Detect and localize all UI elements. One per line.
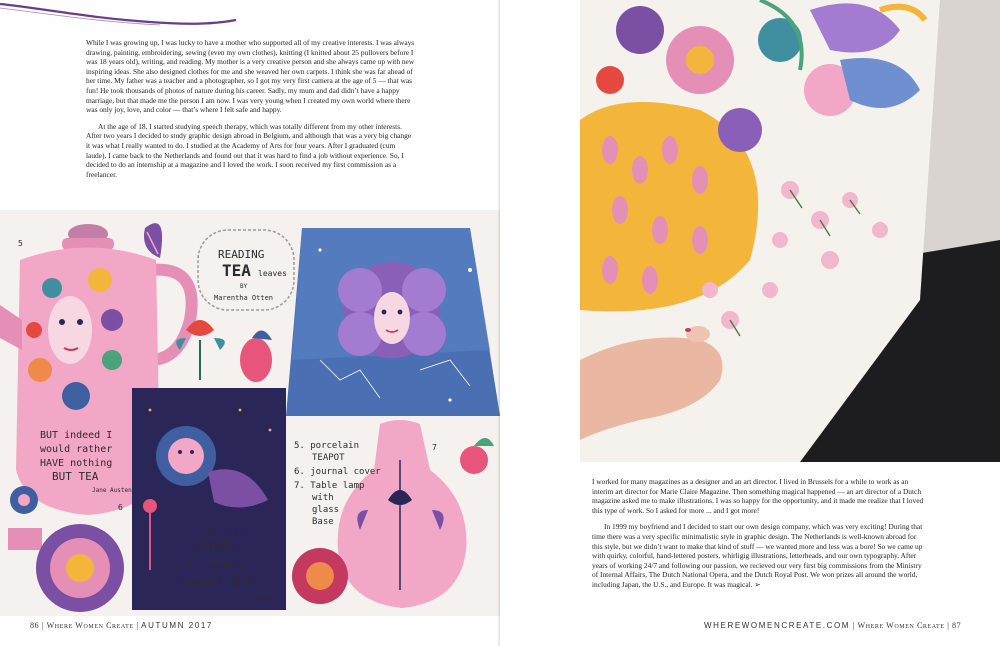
quote-author: Jane Austen <box>92 487 132 494</box>
quote-line-3: HAVE nothing <box>40 458 113 469</box>
red-flower-illustration <box>292 548 348 604</box>
list-line-4: 7. Table lamp <box>294 481 365 491</box>
list-line-6: glass <box>312 505 340 515</box>
purple-swash-decoration <box>0 0 240 40</box>
right-publication-name: Where Women Create <box>857 621 945 630</box>
right-paragraph-1: I worked for many magazines as a designer and an art director. I lived in Brussels for a while to work as an interim art director for Marie Claire Magazine. Then something magical happened — an art director of a Dutch magazine asked me to make illustrations. I was so happy for the opportunity, and it made me realize that I loved this type of work. So I asked for more ... and I got more! <box>592 477 924 515</box>
reading-tea: TEA <box>222 261 251 280</box>
lamp-shade-illustration <box>286 228 500 416</box>
right-folio: WHEREWOMENCREATE.COM | Where Women Create | 87 <box>704 621 962 630</box>
right-page-number: 87 <box>952 621 962 630</box>
list-line-5: with <box>312 493 334 503</box>
card-line-4: secret SKY <box>180 575 253 589</box>
flower-number: 6 <box>118 503 123 512</box>
right-paragraph-2: In 1999 my boyfriend and I decided to start our own design company, which was very exciting! During that time there was a very specific minimalistic style in graphic design. The Netherlands is well-known abroad for this style, but we didn’t want to make that kind of stuff — we wanted more and less was a bore! So we came up with quirky, colorful, hand-lettered posters, whirligig illustrations, letterheads, and our own typography. After years of working 24/7 and following our passion, we recieved our very first big commissions from the Ministry of Internal Affairs, The Dutch National Opera, and the Dutch Royal Post. We won prizes all around the world, including Japan, the U.S., and Europe. It was magical. ➢ <box>592 522 923 589</box>
reading-author: Marentha Otten <box>214 294 274 302</box>
list-line-3: 6. journal cover <box>294 467 381 477</box>
photo-artwork <box>580 0 1000 462</box>
reading-title: READING <box>218 248 265 261</box>
right-article-column <box>592 477 924 597</box>
left-page-number: 86 <box>30 621 40 630</box>
left-issue-label: AUTUMN 2017 <box>141 621 213 630</box>
card-line-3: fly toward a <box>184 561 242 570</box>
left-folio: 86 | Where Women Create | AUTUMN 2017 <box>30 621 213 630</box>
card-line-1: This is <box>206 529 244 539</box>
reading-by: BY <box>240 283 248 290</box>
right-website: WHEREWOMENCREATE.COM <box>704 621 851 630</box>
card-line-2: LOVE: <box>196 540 239 556</box>
teapot-number: 5 <box>18 239 23 248</box>
vase-number: 7 <box>432 443 437 452</box>
illustration-collage <box>0 210 500 616</box>
journal-cover-illustration <box>132 388 286 610</box>
illustration-artwork <box>0 210 500 616</box>
list-line-2: TEAPOT <box>312 453 345 463</box>
left-paragraph-1: While I was growing up, I was lucky to have a mother who supported all of my creative interests. I was always drawing, painting, embroidering, sewing (even my own clothes), knitting (I knitted about 25 pullovers before I was 18 years old), writing, and reading. My mother is a very creative person and she always came up with new inspiring ideas. She also designed clothes for me and she weaved her own carpets. I think she was far ahead of her time. My father was a teacher and a photographer, so I got my very first camera at the age of 5 — that was fun! He took thousands of photos of nature during his career. Sadly, my mum and dad didn’t have a happy marriage, but that made me the person I am now. I was very young when I created my own world where there was only joy, love, and color — that’s where I felt safe and happy. <box>86 38 415 115</box>
left-article-column <box>86 38 416 186</box>
quote-line-2: would rather <box>40 444 113 455</box>
list-line-1: 5. porcelain <box>294 441 360 451</box>
left-publication-name: Where Women Create <box>46 621 134 630</box>
quote-line-1: BUT indeed I <box>40 430 113 441</box>
reading-leaves: leaves <box>258 269 287 278</box>
artist-photo <box>580 0 1000 462</box>
card-author: Rumi <box>258 595 273 602</box>
left-paragraph-2: At the age of 18, I started studying speech therapy, which was totally different from my other interests. After two years I decided to study graphic design abroad in Belgium, and although that was a very big change it was what I really wanted to do. I studied at the Academy of Arts for four years. After I graduated (cum laude), I came back to the Netherlands and found out that it was hard to find a job without experience. So, I decided to do an internship at a magazine and I loved the work. I soon received my first commission as a freelancer. <box>86 121 412 179</box>
quote-line-4: BUT TEA <box>52 470 99 483</box>
list-line-7: Base <box>312 517 334 527</box>
